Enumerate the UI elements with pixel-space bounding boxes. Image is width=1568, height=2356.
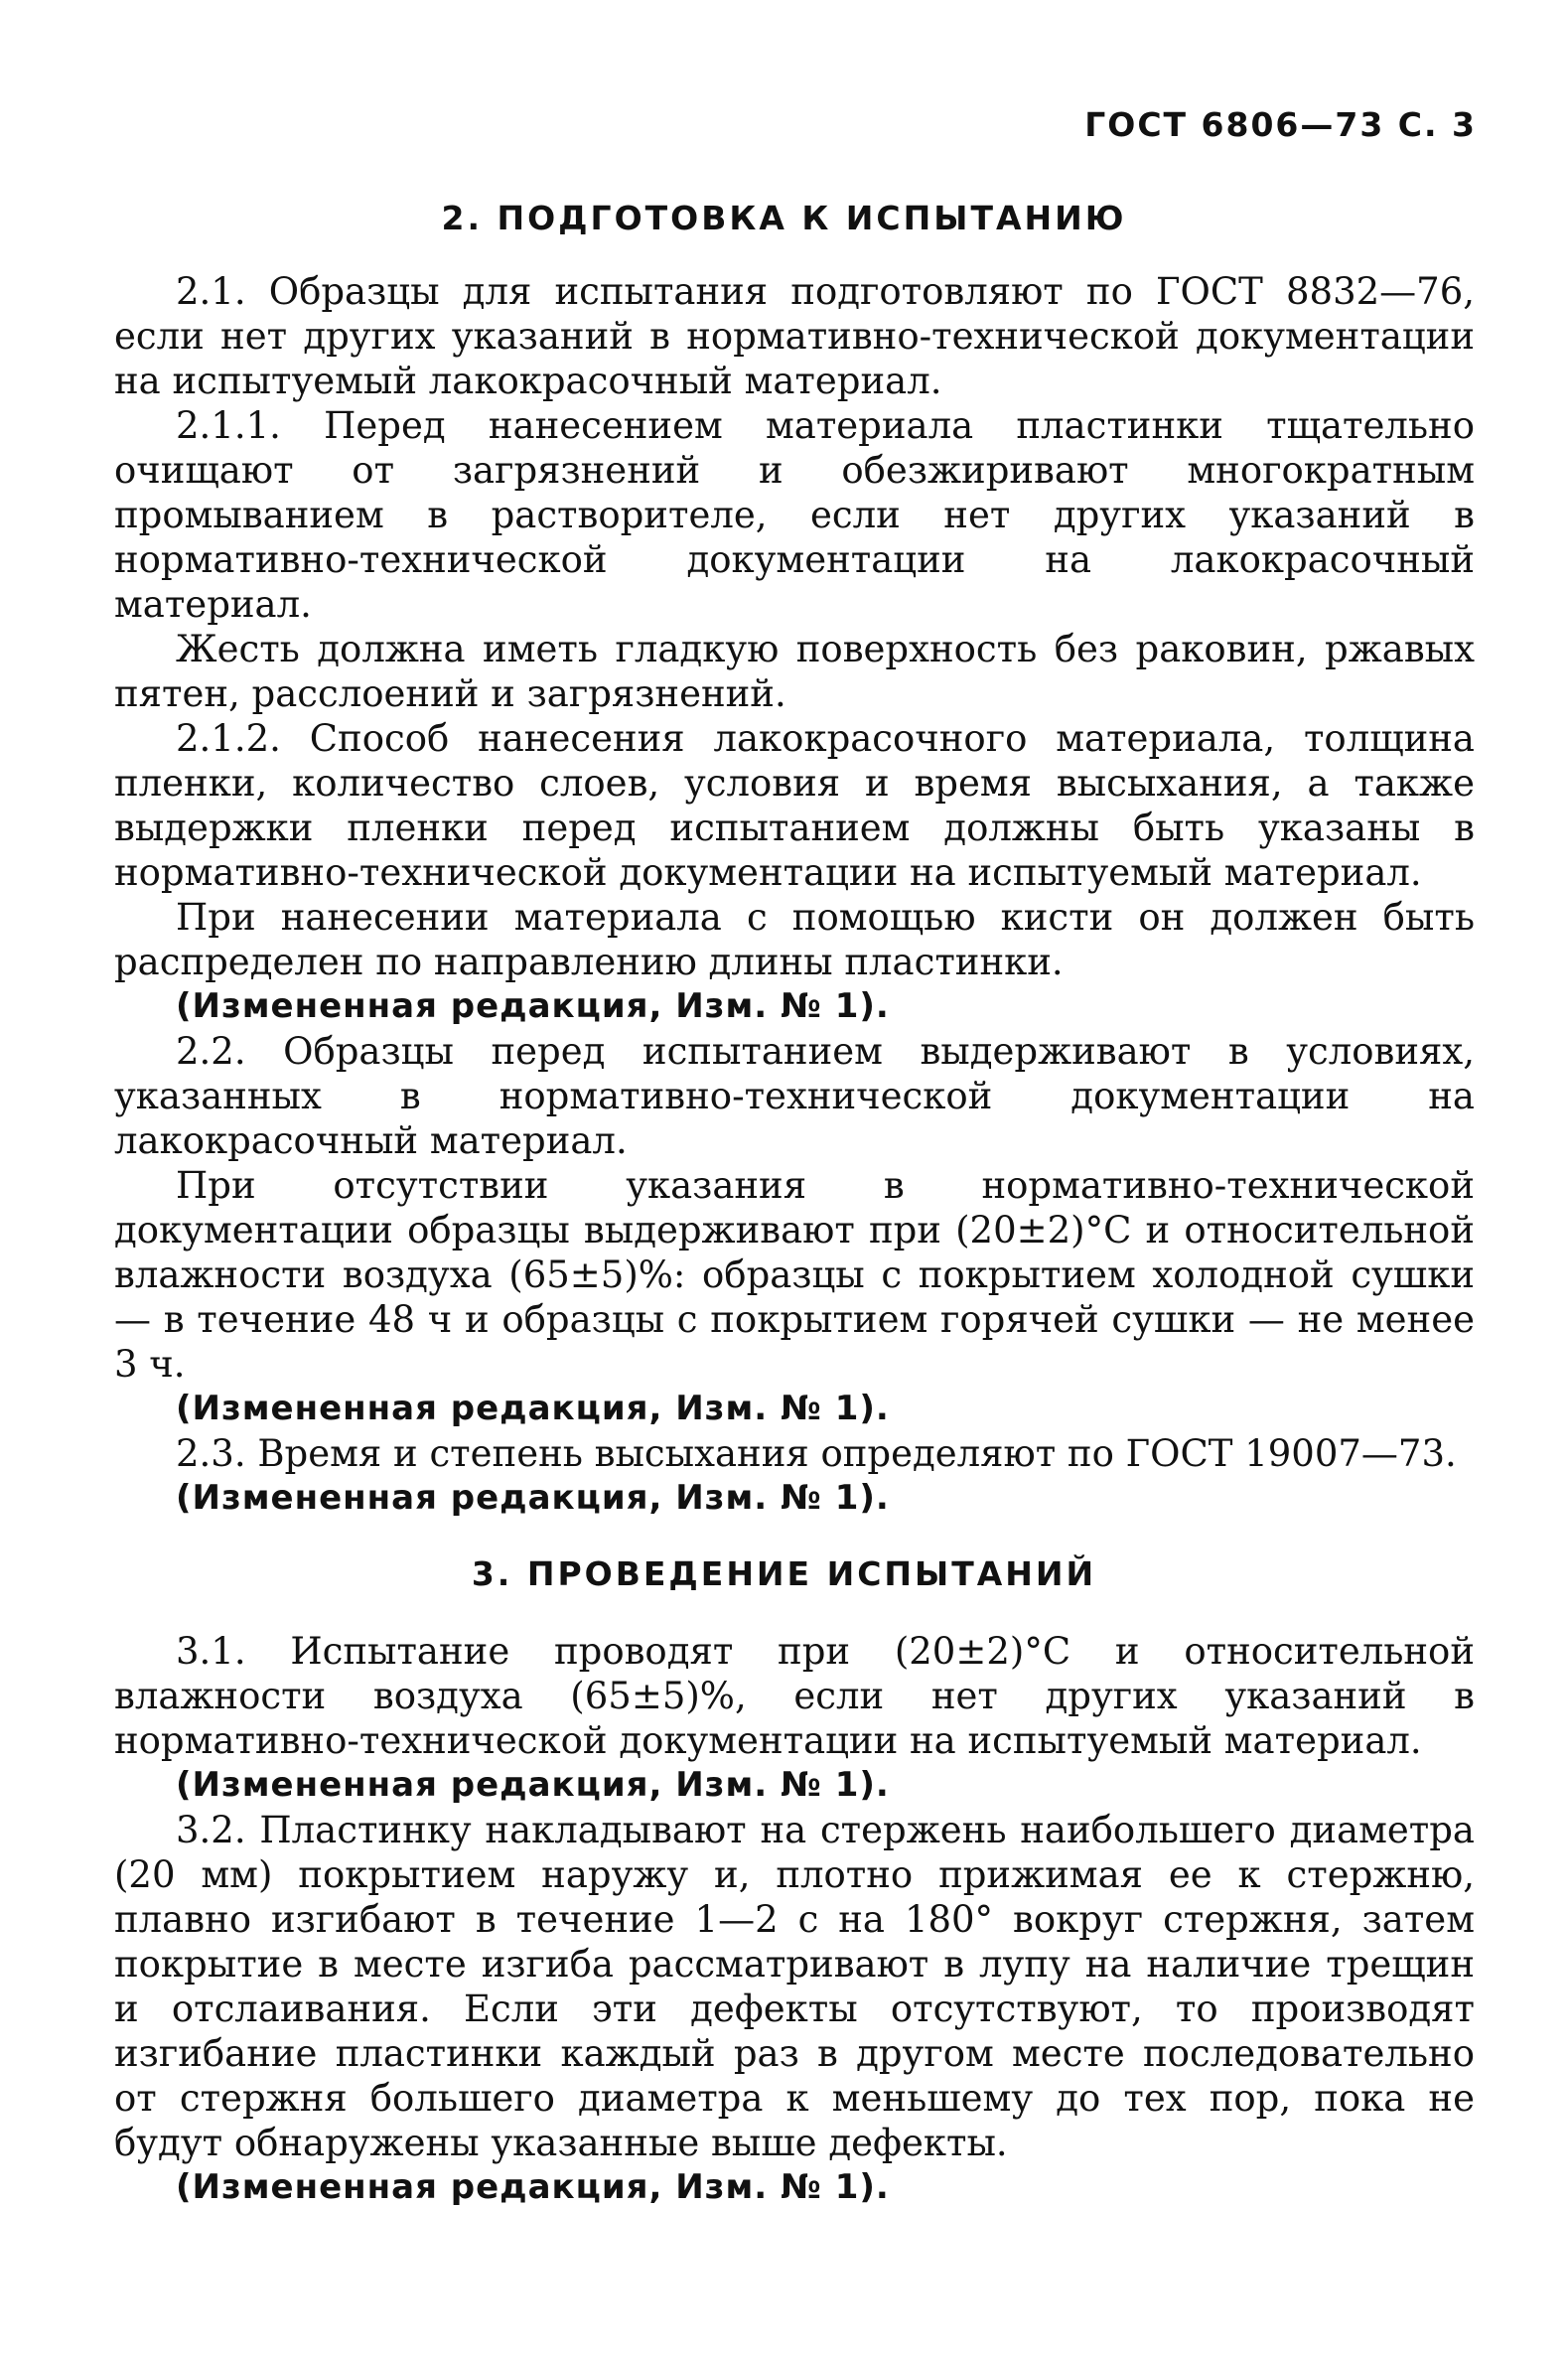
- paragraph-2-1-1: 2.1.1. Перед нанесением материала пластинки тщательно очищают от загрязнений и обезжиривают многократным промыванием в растворителе, если нет других указаний в нормативно-технической документации на лакокрасочный материал.: [114, 404, 1475, 626]
- section-2-title: 2. ПОДГОТОВКА К ИСПЫТАНИЮ: [441, 199, 1127, 237]
- section-3-body: [114, 1629, 1475, 2210]
- paragraph-2-2: 2.2. Образцы перед испытанием выдерживают в условиях, указанных в нормативно-технической документации на лакокрасочный материал.: [114, 1030, 1475, 1162]
- amendment-note: (Измененная редакция, Изм. № 1).: [176, 1478, 890, 1518]
- amendment-note: (Измененная редакция, Изм. № 1).: [176, 1765, 890, 1805]
- amendment-note: (Измененная редакция, Изм. № 1).: [176, 1389, 890, 1428]
- paragraph-2-3: 2.3. Время и степень высыхания определяют по ГОСТ 19007—73.: [176, 1432, 1457, 1475]
- paragraph-3-1: 3.1. Испытание проводят при (20±2)°С и относительной влажности воздуха (65±5)%, если нет других указаний в нормативно-технической документации на испытуемый материал.: [114, 1630, 1475, 1762]
- section-3-title: 3. ПРОВЕДЕНИЕ ИСПЫТАНИЙ: [471, 1554, 1097, 1593]
- paragraph-conditioning: При отсутствии указания в нормативно-технической документации образцы выдерживают при (20±2)°С и относительной влажности воздуха (65±5)%: образцы с покрытием холодной сушки — в течение 48 ч и образцы с покрытием горячей сушки — не менее 3 ч.: [114, 1164, 1475, 1386]
- paragraph-tin-surface: Жесть должна иметь гладкую поверхность без раковин, ржавых пятен, расслоений и загрязнений.: [114, 628, 1475, 715]
- paragraph-3-2: 3.2. Пластинку накладывают на стержень наибольшего диаметра (20 мм) покрытием наружу и, плотно прижимая ее к стержню, плавно изгибают в течение 1—2 с на 180° вокруг стержня, затем покрытие в месте изгиба рассматривают в лупу на наличие трещин и отслаивания. Если эти дефекты отсутствуют, то производят изгибание пластинки каждый раз в другом месте последовательно от стержня большего диаметра к меньшему до тех пор, пока не будут обнаружены указанные выше дефекты.: [114, 1809, 1475, 2164]
- section-2-body: [114, 269, 1475, 1521]
- page-header: ГОСТ 6806—73 С. 3: [1084, 105, 1477, 144]
- paragraph-2-1: 2.1. Образцы для испытания подготовляют по ГОСТ 8832—76, если нет других указаний в нормативно-технической документации на испытуемый лакокрасочный материал.: [114, 270, 1475, 402]
- amendment-note: (Измененная редакция, Изм. № 1).: [176, 2167, 890, 2207]
- paragraph-2-1-2: 2.1.2. Способ нанесения лакокрасочного материала, толщина пленки, количество слоев, условия и время высыхания, а также выдержки пленки перед испытанием должны быть указаны в нормативно-технической документации на испытуемый материал.: [114, 717, 1475, 894]
- amendment-note: (Измененная редакция, Изм. № 1).: [176, 986, 890, 1026]
- paragraph-brush-application: При нанесении материала с помощью кисти он должен быть распределен по направлению длины пластинки.: [114, 896, 1475, 983]
